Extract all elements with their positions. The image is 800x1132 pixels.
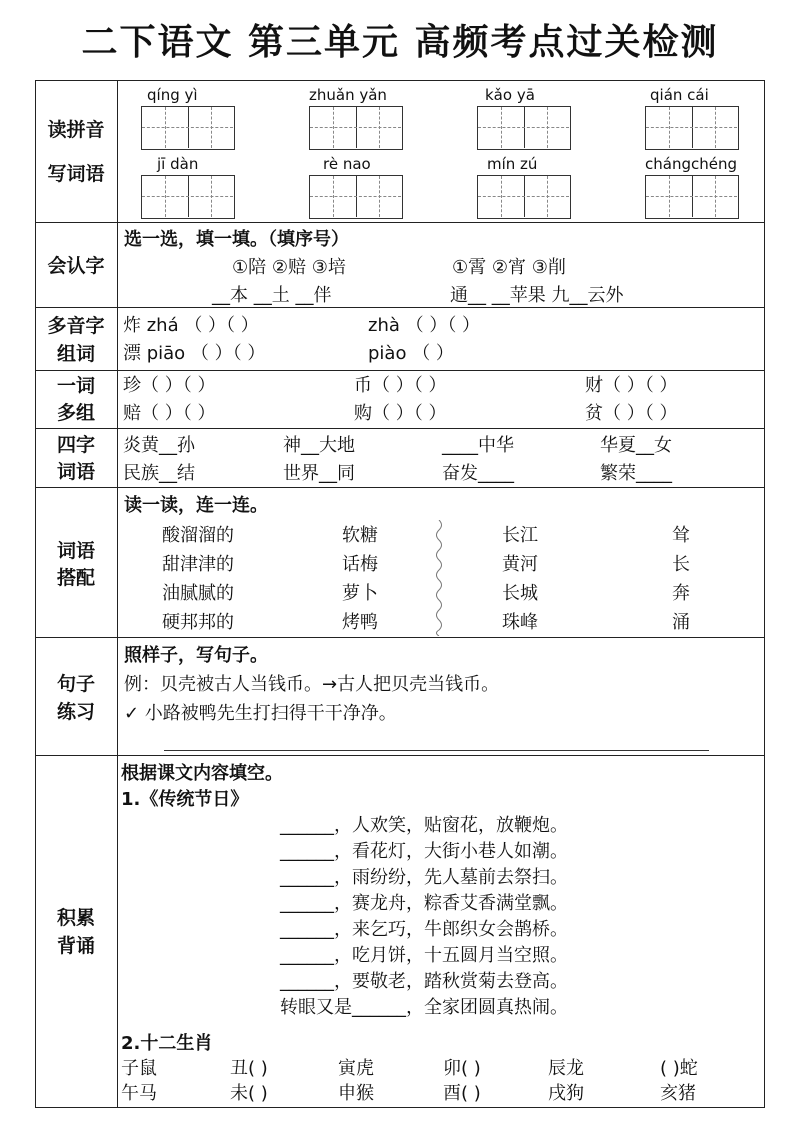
writing-grid[interactable] xyxy=(141,175,235,219)
pinyin-prompt: mín zú xyxy=(487,155,538,173)
poem-line[interactable]: ______，赛龙舟，粽香艾香满堂飘。 xyxy=(280,893,568,914)
poem-line[interactable]: 转眼又是______，全家团圆真热闹。 xyxy=(280,997,568,1018)
four-label: 词语 xyxy=(56,461,95,483)
row-divider xyxy=(35,487,765,488)
row-divider xyxy=(35,637,765,638)
match-mid-item[interactable]: 软糖 xyxy=(342,525,378,546)
pinyin-prompt: kǎo yā xyxy=(485,86,535,104)
zodiac-item[interactable]: 辰龙 xyxy=(548,1058,584,1079)
four-entry[interactable]: ____中华 xyxy=(442,435,514,456)
sentence-example: 例：贝壳被古人当钱币。→古人把贝壳当钱币。 xyxy=(124,674,500,695)
writing-grid[interactable] xyxy=(309,175,403,219)
match-right-item[interactable]: 长江 xyxy=(502,525,538,546)
zodiac-item[interactable]: 午马 xyxy=(121,1083,157,1104)
four-entry[interactable]: 神__大地 xyxy=(283,435,355,456)
zodiac-item[interactable]: 子鼠 xyxy=(121,1058,157,1079)
pinyin-prompt: qián cái xyxy=(650,86,709,104)
writing-grid[interactable] xyxy=(477,175,571,219)
zodiac-item[interactable]: 丑( ) xyxy=(230,1058,268,1079)
writing-grid[interactable] xyxy=(309,106,403,150)
pinyin-prompt: qíng yì xyxy=(147,86,198,104)
four-entry[interactable]: 民族__结 xyxy=(123,463,195,484)
polyphone-entry[interactable]: 炸 zhá （ ）（ ） xyxy=(123,315,259,336)
page-title: 二下语文 第三单元 高频考点过关检测 xyxy=(81,22,719,63)
poem-line[interactable]: ______，雨纷纷，先人墓前去祭扫。 xyxy=(280,867,568,888)
multi-entry[interactable]: 购（ ）（ ） xyxy=(354,403,447,424)
polyphone-entry[interactable]: zhà （ ）（ ） xyxy=(368,315,481,336)
multi-entry[interactable]: 珍（ ）（ ） xyxy=(123,375,216,396)
zodiac-item[interactable]: 卯( ) xyxy=(443,1058,481,1079)
multi-label: 一词 xyxy=(56,375,95,397)
zodiac-item[interactable]: 戌狗 xyxy=(548,1083,584,1104)
row-divider xyxy=(35,428,765,429)
multi-entry[interactable]: 币（ ）（ ） xyxy=(354,375,447,396)
recognize-fill-b[interactable]: 通__ __苹果 九__云外 xyxy=(450,285,624,306)
match-verb-item[interactable]: 奔 xyxy=(672,583,690,604)
match-left-item[interactable]: 酸溜溜的 xyxy=(162,525,234,546)
zodiac-item[interactable]: 未( ) xyxy=(230,1083,268,1104)
poem-line[interactable]: ______，要敬老，踏秋赏菊去登高。 xyxy=(280,971,568,992)
sentence-label: 句子 xyxy=(56,673,95,695)
pinyin-label: 读拼音 xyxy=(47,119,105,141)
writing-grid[interactable] xyxy=(477,106,571,150)
polyphone-label: 组词 xyxy=(56,343,95,365)
match-mid-item[interactable]: 萝卜 xyxy=(342,583,378,604)
multi-entry[interactable]: 财（ ）（ ） xyxy=(585,375,678,396)
match-verb-item[interactable]: 涌 xyxy=(672,612,690,633)
four-entry[interactable]: 繁荣____ xyxy=(600,463,672,484)
match-left-item[interactable]: 硬邦邦的 xyxy=(162,612,234,633)
match-instruction: 读一读，连一连。 xyxy=(124,495,268,516)
match-verb-item[interactable]: 长 xyxy=(672,554,690,575)
row-divider xyxy=(35,307,765,308)
recite-instruction: 根据课文内容填空。 xyxy=(121,763,283,784)
match-right-item[interactable]: 长城 xyxy=(502,583,538,604)
label-column-divider xyxy=(117,80,118,1108)
writing-grid[interactable] xyxy=(141,106,235,150)
match-mid-item[interactable]: 烤鸭 xyxy=(342,612,378,633)
recognize-instruction: 选一选，填一填。（填序号） xyxy=(124,229,349,250)
match-right-item[interactable]: 黄河 xyxy=(502,554,538,575)
zodiac-item[interactable]: 寅虎 xyxy=(338,1058,374,1079)
recognize-options-a: ①陪 ②赔 ③培 xyxy=(232,257,346,278)
multi-entry[interactable]: 赔（ ）（ ） xyxy=(123,403,216,424)
poem-line[interactable]: ______，吃月饼，十五圆月当空照。 xyxy=(280,945,568,966)
match-left-item[interactable]: 甜津津的 xyxy=(162,554,234,575)
zodiac-item[interactable]: 亥猪 xyxy=(660,1083,696,1104)
sentence-task: ✓ 小路被鸭先生打扫得干干净净。 xyxy=(124,703,397,724)
recite-label: 背诵 xyxy=(56,935,95,957)
zodiac-item[interactable]: 酉( ) xyxy=(443,1083,481,1104)
sentence-label: 练习 xyxy=(56,701,95,723)
recite-part-title: 2.十二生肖 xyxy=(121,1033,213,1054)
four-entry[interactable]: 炎黄__孙 xyxy=(123,435,195,456)
four-entry[interactable]: 世界__同 xyxy=(283,463,355,484)
match-verb-item[interactable]: 耸 xyxy=(672,525,690,546)
multi-entry[interactable]: 贫（ ）（ ） xyxy=(585,403,678,424)
match-right-item[interactable]: 珠峰 xyxy=(502,612,538,633)
zodiac-item[interactable]: ( )蛇 xyxy=(660,1058,698,1079)
poem-line[interactable]: ______，看花灯，大街小巷人如潮。 xyxy=(280,841,568,862)
poem-line[interactable]: ______，来乞巧，牛郎织女会鹊桥。 xyxy=(280,919,568,940)
four-entry[interactable]: 华夏__女 xyxy=(600,435,672,456)
recognize-label: 会认字 xyxy=(47,255,105,277)
match-mid-item[interactable]: 话梅 xyxy=(342,554,378,575)
pinyin-prompt: jī dàn xyxy=(157,155,199,173)
recognize-options-b: ①霄 ②宵 ③削 xyxy=(452,257,566,278)
poem-line[interactable]: ______，人欢笑，贴窗花，放鞭炮。 xyxy=(280,815,568,836)
answer-line[interactable] xyxy=(164,750,709,751)
pinyin-prompt: chángchéng xyxy=(645,155,737,173)
pinyin-prompt: zhuǎn yǎn xyxy=(309,86,387,104)
pinyin-prompt: rè nao xyxy=(323,155,371,173)
row-divider xyxy=(35,755,765,756)
four-entry[interactable]: 奋发____ xyxy=(442,463,514,484)
wavy-divider xyxy=(432,520,446,636)
recite-label: 积累 xyxy=(56,907,95,929)
sentence-instruction: 照样子，写句子。 xyxy=(124,645,268,666)
row-divider xyxy=(35,370,765,371)
match-label: 搭配 xyxy=(56,567,95,589)
row-divider xyxy=(35,222,765,223)
polyphone-entry[interactable]: piào （ ） xyxy=(368,343,454,364)
pinyin-label: 写词语 xyxy=(47,163,105,185)
polyphone-label: 多音字 xyxy=(47,315,105,337)
zodiac-item[interactable]: 申猴 xyxy=(338,1083,374,1104)
match-label: 词语 xyxy=(56,540,95,562)
recognize-fill-a[interactable]: __本 __土 __伴 xyxy=(212,285,332,306)
recite-part-title: 1.《传统节日》 xyxy=(121,789,249,810)
multi-label: 多组 xyxy=(56,402,95,424)
polyphone-entry[interactable]: 漂 piāo （ ）（ ） xyxy=(123,343,266,364)
four-label: 四字 xyxy=(56,434,95,456)
match-left-item[interactable]: 油腻腻的 xyxy=(162,583,234,604)
writing-grid[interactable] xyxy=(645,175,739,219)
writing-grid[interactable] xyxy=(645,106,739,150)
